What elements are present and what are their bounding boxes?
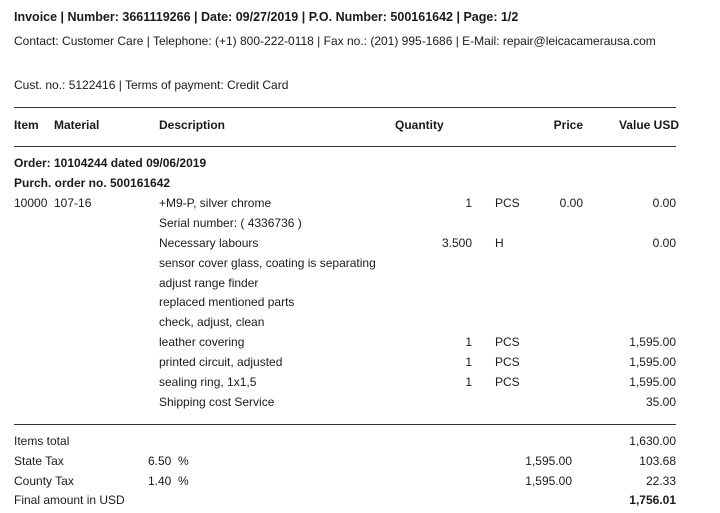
totals-rule xyxy=(14,424,676,425)
quantity: 1 xyxy=(465,335,472,349)
total-value: 1,630.00 xyxy=(629,434,676,448)
col-value-header: Value USD xyxy=(618,118,679,132)
value: 1,595.00 xyxy=(629,355,676,369)
total-label: County Tax xyxy=(14,474,74,488)
unit: PCS xyxy=(495,196,520,210)
unit: PCS xyxy=(495,355,520,369)
value: 1,595.00 xyxy=(629,375,676,389)
customer-line: Cust. no.: 5122416 | Terms of payment: Credit Card xyxy=(14,78,289,92)
description: sealing ring, 1x1,5 xyxy=(159,375,257,389)
col-price-header: Price xyxy=(553,118,583,132)
col-item-header: Item xyxy=(14,118,39,132)
total-label: Items total xyxy=(14,434,70,448)
description: leather covering xyxy=(159,335,245,349)
order-line: Order: 10104244 dated 09/06/2019 xyxy=(14,156,207,170)
total-label: State Tax xyxy=(14,454,64,468)
total-label: Final amount in USD xyxy=(14,493,125,507)
description: Serial number: ( 4336736 ) xyxy=(159,216,302,230)
invoice-title-line: Invoice | Number: 3661119266 | Date: 09/27/2019 | P.O. Number: 500161642 | Page: 1/2 xyxy=(14,10,519,24)
value: 1,595.00 xyxy=(629,335,676,349)
description: Necessary labours xyxy=(159,236,259,250)
percent-sign: % xyxy=(178,474,189,488)
col-material-header: Material xyxy=(54,118,100,132)
col-description-header: Description xyxy=(159,118,226,132)
unit: H xyxy=(495,236,504,250)
description: replaced mentioned parts xyxy=(159,295,295,309)
quantity: 3.500 xyxy=(441,236,472,250)
description: check, adjust, clean xyxy=(159,315,265,329)
description: printed circuit, adjusted xyxy=(159,355,283,369)
price: 0.00 xyxy=(559,196,583,210)
unit: PCS xyxy=(495,375,520,389)
tax-rate: 1.40 xyxy=(148,474,172,488)
final-amount-value: 1,756.01 xyxy=(629,493,676,507)
material-number: 107-16 xyxy=(54,196,92,210)
description: +M9-P, silver chrome xyxy=(159,196,272,210)
header-top-rule xyxy=(14,107,676,108)
percent-sign: % xyxy=(178,454,189,468)
value: 0.00 xyxy=(652,236,676,250)
purchase-order-line: Purch. order no. 500161642 xyxy=(14,176,171,190)
tax-base: 1,595.00 xyxy=(525,474,572,488)
description: sensor cover glass, coating is separating xyxy=(159,256,376,270)
unit: PCS xyxy=(495,335,520,349)
item-number: 10000 xyxy=(14,196,48,210)
total-value: 22.33 xyxy=(645,474,676,488)
tax-rate: 6.50 xyxy=(148,454,172,468)
value: 0.00 xyxy=(652,196,676,210)
value: 35.00 xyxy=(645,395,676,409)
total-value: 103.68 xyxy=(639,454,676,468)
quantity: 1 xyxy=(465,375,472,389)
contact-line: Contact: Customer Care | Telephone: (+1) 800-222-0118 | Fax no.: (201) 995-1686 | E-Mail: repair@leicacamerausa.com xyxy=(14,34,656,48)
header-bottom-rule xyxy=(14,146,676,147)
tax-base: 1,595.00 xyxy=(525,454,572,468)
description: Shipping cost Service xyxy=(159,395,275,409)
description: adjust range finder xyxy=(159,276,259,290)
quantity: 1 xyxy=(465,355,472,369)
col-quantity-header: Quantity xyxy=(395,118,444,132)
quantity: 1 xyxy=(465,196,472,210)
